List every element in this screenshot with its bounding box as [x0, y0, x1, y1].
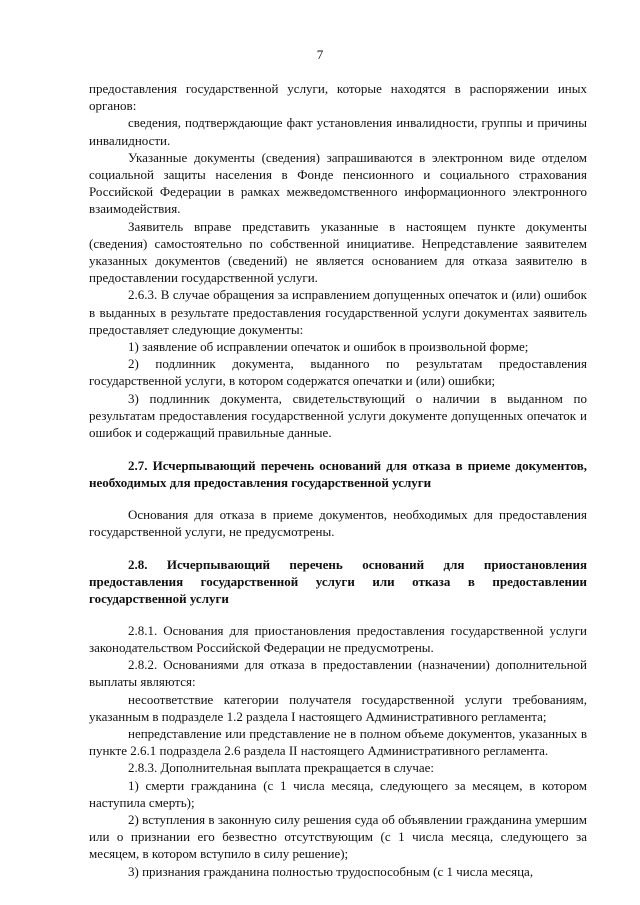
paragraph: 2.6.3. В случае обращения за исправлением допущенных опечаток и (или) ошибок в выданных в результате предоставления государственной услуги документах заявитель предоставляет следующие документы: — [89, 287, 587, 337]
list-item: 1) смерти гражданина (с 1 числа месяца, следующего за месяцем, в котором наступила смерть); — [89, 777, 587, 810]
list-item: 1) заявление об исправлении опечаток и ошибок в произвольной форме; — [128, 339, 529, 355]
section-heading-2-7: 2.7. Исчерпывающий перечень оснований для отказа в приеме документов, необходимых для предоставления государственной услуги — [89, 458, 587, 491]
paragraph: Указанные документы (сведения) запрашиваются в электронном виде отделом социальной защиты населения в Фонде пенсионного и социального страхования Российской Федерации в рамках межведомственного информационного электронного взаимодействия. — [89, 149, 587, 217]
page-number: 7 — [316, 47, 324, 62]
paragraph: предоставления государственной услуги, которые находятся в распоряжении иных органов: — [89, 81, 587, 114]
section-heading-2-8: 2.8. Исчерпывающий перечень оснований для приостановления предоставления государственной услуги или отказа в предоставлении государственной услуги — [89, 557, 587, 607]
paragraph: 2.8.1. Основания для приостановления предоставления государственной услуги законодательством Российской Федерации не предусмотрены. — [89, 622, 587, 655]
list-item: 3) подлинник документа, свидетельствующий о наличии в выданном по результатам предоставления государственной услуги документе допущенных опечаток и ошибок и содержащий правильные данные. — [89, 390, 587, 441]
paragraph: 2.8.2. Основаниями для отказа в предоставлении (назначении) дополнительной выплаты являются: — [89, 657, 587, 690]
paragraph: непредставление или представление не в полном объеме документов, указанных в пункте 2.6.1 подраздела 2.6 раздела II настоящего Административного регламента. — [89, 725, 587, 759]
list-item: 3) признания гражданина полностью трудоспособным (с 1 числа месяца, — [128, 863, 534, 879]
paragraph: Основания для отказа в приеме документов, необходимых для предоставления государственной услуги, не предусмотрены. — [89, 506, 587, 539]
paragraph: несоответствие категории получателя государственной услуги требованиям, указанным в подразделе 1.2 раздела I настоящего Административного регламента; — [89, 691, 587, 724]
paragraph: 2.8.3. Дополнительная выплата прекращается в случае: — [128, 760, 435, 776]
list-item: 2) вступления в законную силу решения суда об объявлении гражданина умершим или о признании его безвестно отсутствующим (с 1 числа месяца, следующего за месяцем, в котором вступило в силу решение); — [89, 811, 587, 862]
document-body — [89, 80, 587, 880]
list-item: 2) подлинник документа, выданного по результатам предоставления государственной услуги, в котором содержатся опечатки и (или) ошибки; — [89, 356, 587, 389]
paragraph: сведения, подтверждающие факт установления инвалидности, группы и причины инвалидности. — [89, 115, 587, 148]
paragraph: Заявитель вправе представить указанные в настоящем пункте документы (сведения) самостоятельно по собственной инициативе. Непредставление заявителем указанных документов (сведений) не является основанием для отказа заявителю в предоставлении государственной услуги. — [89, 218, 587, 286]
